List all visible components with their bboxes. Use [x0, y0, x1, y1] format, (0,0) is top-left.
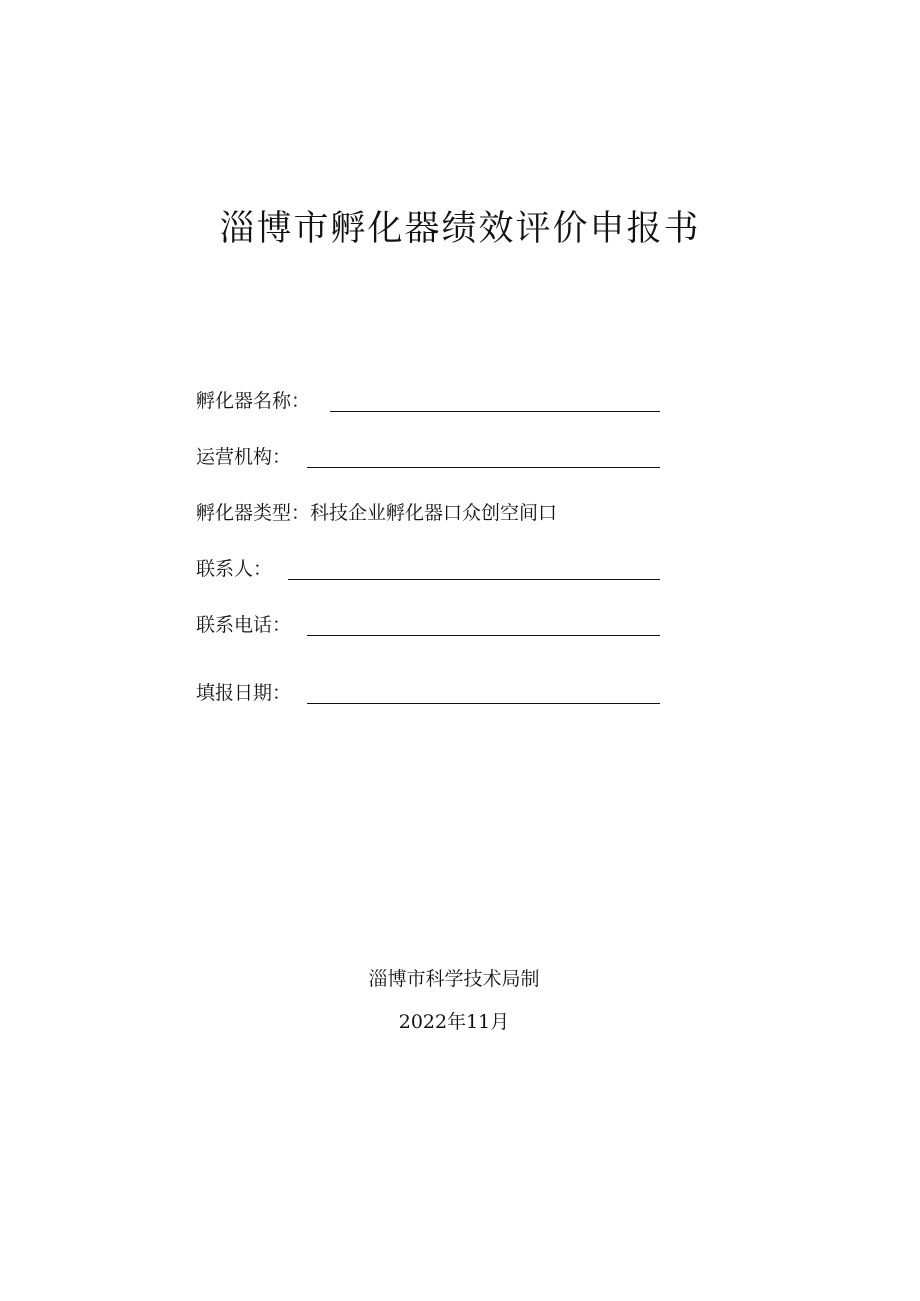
fill-in-line[interactable] [307, 635, 660, 636]
field-incubator-name [196, 384, 660, 414]
field-label: 联系电话： [196, 614, 292, 636]
field-label: 运营机构： [196, 446, 292, 468]
field-operating-org [196, 440, 660, 470]
issue-date: 2022年11月 [398, 1011, 510, 1033]
field-label: 联系人： [196, 558, 273, 580]
fill-in-line[interactable] [330, 411, 660, 412]
issuing-organization: 淄博市科学技术局制 [368, 968, 540, 990]
field-label: 填报日期： [196, 682, 292, 704]
document-title: 淄博市孵化器绩效评价申报书 [219, 209, 701, 249]
fill-in-line[interactable] [307, 467, 660, 468]
field-label: 孵化器名称： [196, 390, 311, 412]
field-incubator-type [196, 496, 660, 526]
fill-in-line[interactable] [307, 703, 660, 704]
field-label: 孵化器类型： [196, 502, 311, 524]
field-contact-phone [196, 608, 660, 638]
incubator-type-options[interactable]: 科技企业孵化器口众创空间口 [310, 502, 558, 524]
fill-in-line[interactable] [288, 579, 660, 580]
field-fill-date [196, 676, 660, 706]
field-contact-person [196, 552, 660, 582]
